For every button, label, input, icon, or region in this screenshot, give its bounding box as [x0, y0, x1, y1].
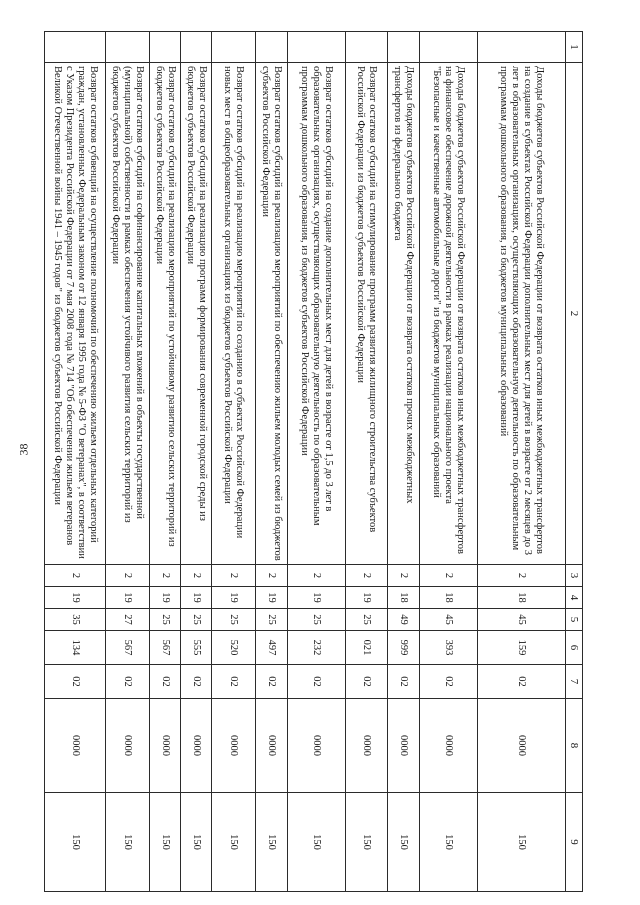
- row-description: Доходы бюджетов субъектов Российской Федерации от возврата остатков иных межбюджетных трансфертов на создание в субъектах Российской Федерации дополнительных мест для детей в возрасте от 2 месяцев до 3 лет в образовательных организациях, осуществляющих образовательную деятельность по образовательным программам дошкольного образования, из бюджетов муниципальных образований: [478, 63, 566, 565]
- row-cell-c3: 2: [420, 565, 478, 587]
- row-cell-c8: 0000: [388, 699, 420, 793]
- row-cell-c7: 02: [212, 665, 256, 699]
- row-cell-c9: 150: [106, 793, 150, 892]
- column-header-9: 9: [566, 793, 583, 892]
- row-cell-c1: [150, 32, 181, 63]
- row-description: Доходы бюджетов субъектов Российской Федерации от возврата остатков прочих межбюджетных трансфертов из федерального бюджета: [388, 63, 420, 565]
- row-description: Возврат остатков субсидий на софинансирование капитальных вложений в объекты государственной (муниципальной) собственности в рамках обеспечения устойчивого развития сельских территорий из бюджетов субъектов Российской Федерации: [106, 63, 150, 565]
- table-row: [106, 32, 150, 892]
- row-cell-c1: [256, 32, 288, 63]
- row-cell-c5: 25: [212, 609, 256, 631]
- row-cell-c9: 150: [256, 793, 288, 892]
- row-cell-c1: [212, 32, 256, 63]
- row-cell-c9: 150: [150, 793, 181, 892]
- column-header-6: 6: [566, 631, 583, 665]
- row-cell-c1: [420, 32, 478, 63]
- row-cell-c1: [45, 32, 106, 63]
- row-cell-c6: 393: [420, 631, 478, 665]
- row-cell-c3: 2: [106, 565, 150, 587]
- row-cell-c3: 2: [346, 565, 388, 587]
- row-cell-c1: [388, 32, 420, 63]
- row-cell-c3: 2: [181, 565, 212, 587]
- row-cell-c6: 159: [478, 631, 566, 665]
- row-cell-c3: 2: [45, 565, 106, 587]
- row-cell-c8: 0000: [150, 699, 181, 793]
- row-cell-c4: 19: [45, 587, 106, 609]
- row-cell-c4: 19: [150, 587, 181, 609]
- row-cell-c5: 25: [288, 609, 346, 631]
- table-body: [45, 32, 566, 892]
- row-cell-c4: 18: [420, 587, 478, 609]
- row-cell-c8: 0000: [420, 699, 478, 793]
- row-cell-c9: 150: [288, 793, 346, 892]
- table-row: [45, 32, 106, 892]
- row-cell-c6: 567: [150, 631, 181, 665]
- row-description: Возврат остатков субсидий на стимулирование программ развития жилищного строительства субъектов Российской Федерации из бюджетов субъектов Российской Федерации: [346, 63, 388, 565]
- row-cell-c5: 25: [346, 609, 388, 631]
- row-cell-c5: 25: [181, 609, 212, 631]
- row-cell-c1: [288, 32, 346, 63]
- row-cell-c9: 150: [346, 793, 388, 892]
- row-cell-c8: 0000: [45, 699, 106, 793]
- row-description: Возврат остатков субсидий на реализацию мероприятий по обеспечению жильем молодых семей из бюджетов субъектов Российской Федерации: [256, 63, 288, 565]
- row-cell-c7: 02: [181, 665, 212, 699]
- table-row: [420, 32, 478, 892]
- row-cell-c6: 520: [212, 631, 256, 665]
- row-cell-c3: 2: [256, 565, 288, 587]
- column-header-2: 2: [566, 63, 583, 565]
- row-description: Возврат остатков субсидий на реализацию мероприятий по устойчивому развитию сельских территорий из бюджетов субъектов Российской Федерации: [150, 63, 181, 565]
- row-cell-c5: 35: [45, 609, 106, 631]
- row-cell-c9: 150: [420, 793, 478, 892]
- row-cell-c8: 0000: [256, 699, 288, 793]
- row-description: Возврат остатков субсидий на создание дополнительных мест для детей в возрасте от 1,5 до 3 лет в образовательных организациях, осуществляющих образовательную деятельность по образовательным программам дошкольного образования, из бюджетов субъектов Российской Федерации: [288, 63, 346, 565]
- row-cell-c3: 2: [388, 565, 420, 587]
- row-cell-c7: 02: [388, 665, 420, 699]
- row-cell-c4: 19: [346, 587, 388, 609]
- row-cell-c8: 0000: [478, 699, 566, 793]
- row-cell-c4: 18: [388, 587, 420, 609]
- row-cell-c3: 2: [212, 565, 256, 587]
- row-cell-c3: 2: [478, 565, 566, 587]
- row-cell-c1: [106, 32, 150, 63]
- row-cell-c7: 02: [420, 665, 478, 699]
- row-cell-c6: 497: [256, 631, 288, 665]
- header-row: [566, 32, 583, 892]
- row-cell-c5: 25: [150, 609, 181, 631]
- column-header-1: 1: [566, 32, 583, 63]
- table-row: [150, 32, 181, 892]
- row-cell-c6: 555: [181, 631, 212, 665]
- row-cell-c8: 0000: [288, 699, 346, 793]
- row-cell-c5: 25: [256, 609, 288, 631]
- row-cell-c4: 19: [181, 587, 212, 609]
- row-cell-c5: 27: [106, 609, 150, 631]
- row-cell-c3: 2: [150, 565, 181, 587]
- row-cell-c9: 150: [478, 793, 566, 892]
- row-cell-c7: 02: [150, 665, 181, 699]
- row-cell-c6: 999: [388, 631, 420, 665]
- table-row: [181, 32, 212, 892]
- row-cell-c8: 0000: [181, 699, 212, 793]
- row-cell-c4: 19: [288, 587, 346, 609]
- row-cell-c5: 45: [478, 609, 566, 631]
- row-cell-c4: 18: [478, 587, 566, 609]
- row-cell-c9: 150: [45, 793, 106, 892]
- row-description: Возврат остатков субвенций на осуществление полномочий по обеспечению жильем отдельных категорий граждан, установленных Федеральным законом от 12 января 1995 года № 5-ФЗ "О ветеранах", в соответствии с Указом Президента Российской Федерации от 7 мая 2008 года № 714 "Об обеспечении жильем ветеранов Великой Отечественной войны 1941 – 1945 годов" из бюджетов субъектов Российской Федерации: [45, 63, 106, 565]
- row-cell-c7: 02: [346, 665, 388, 699]
- row-cell-c4: 19: [106, 587, 150, 609]
- row-cell-c7: 02: [256, 665, 288, 699]
- table-row: [212, 32, 256, 892]
- row-cell-c9: 150: [388, 793, 420, 892]
- table-row: [288, 32, 346, 892]
- column-header-3: 3: [566, 565, 583, 587]
- row-cell-c6: 134: [45, 631, 106, 665]
- table-row: [478, 32, 566, 892]
- column-header-4: 4: [566, 587, 583, 609]
- column-header-8: 8: [566, 699, 583, 793]
- row-cell-c5: 49: [388, 609, 420, 631]
- row-cell-c1: [181, 32, 212, 63]
- row-description: Доходы бюджетов субъектов Российской Федерации от возврата остатков иных межбюджетных трансфертов на финансовое обеспечение дорожной деятельности в рамках реализации национального проекта "Безопасные и качественные автомобильные дороги" из бюджетов муниципальных образований: [420, 63, 478, 565]
- row-cell-c4: 19: [212, 587, 256, 609]
- column-header-5: 5: [566, 609, 583, 631]
- table-row: [346, 32, 388, 892]
- row-cell-c7: 02: [288, 665, 346, 699]
- row-description: Возврат остатков субсидий на реализацию мероприятий по созданию в субъектах Российской Федерации новых мест в общеобразовательных организациях из бюджетов субъектов Российской Федерации: [212, 63, 256, 565]
- table-row: [256, 32, 288, 892]
- row-cell-c8: 0000: [346, 699, 388, 793]
- column-header-7: 7: [566, 665, 583, 699]
- row-cell-c7: 02: [45, 665, 106, 699]
- row-cell-c7: 02: [478, 665, 566, 699]
- row-cell-c6: 232: [288, 631, 346, 665]
- row-cell-c8: 0000: [212, 699, 256, 793]
- row-cell-c9: 150: [212, 793, 256, 892]
- row-cell-c7: 02: [106, 665, 150, 699]
- rotated-table-container: [52, 31, 583, 891]
- table-row: [388, 32, 420, 892]
- row-cell-c3: 2: [288, 565, 346, 587]
- row-cell-c6: 021: [346, 631, 388, 665]
- row-cell-c8: 0000: [106, 699, 150, 793]
- row-description: Возврат остатков субсидий на реализацию программ формирования современной городской среды из бюджетов субъектов Российской Федерации: [181, 63, 212, 565]
- row-cell-c1: [346, 32, 388, 63]
- budget-codes-table: [44, 31, 583, 892]
- row-cell-c6: 567: [106, 631, 150, 665]
- row-cell-c5: 45: [420, 609, 478, 631]
- page-number: 38: [16, 443, 31, 456]
- row-cell-c4: 19: [256, 587, 288, 609]
- row-cell-c9: 150: [181, 793, 212, 892]
- row-cell-c1: [478, 32, 566, 63]
